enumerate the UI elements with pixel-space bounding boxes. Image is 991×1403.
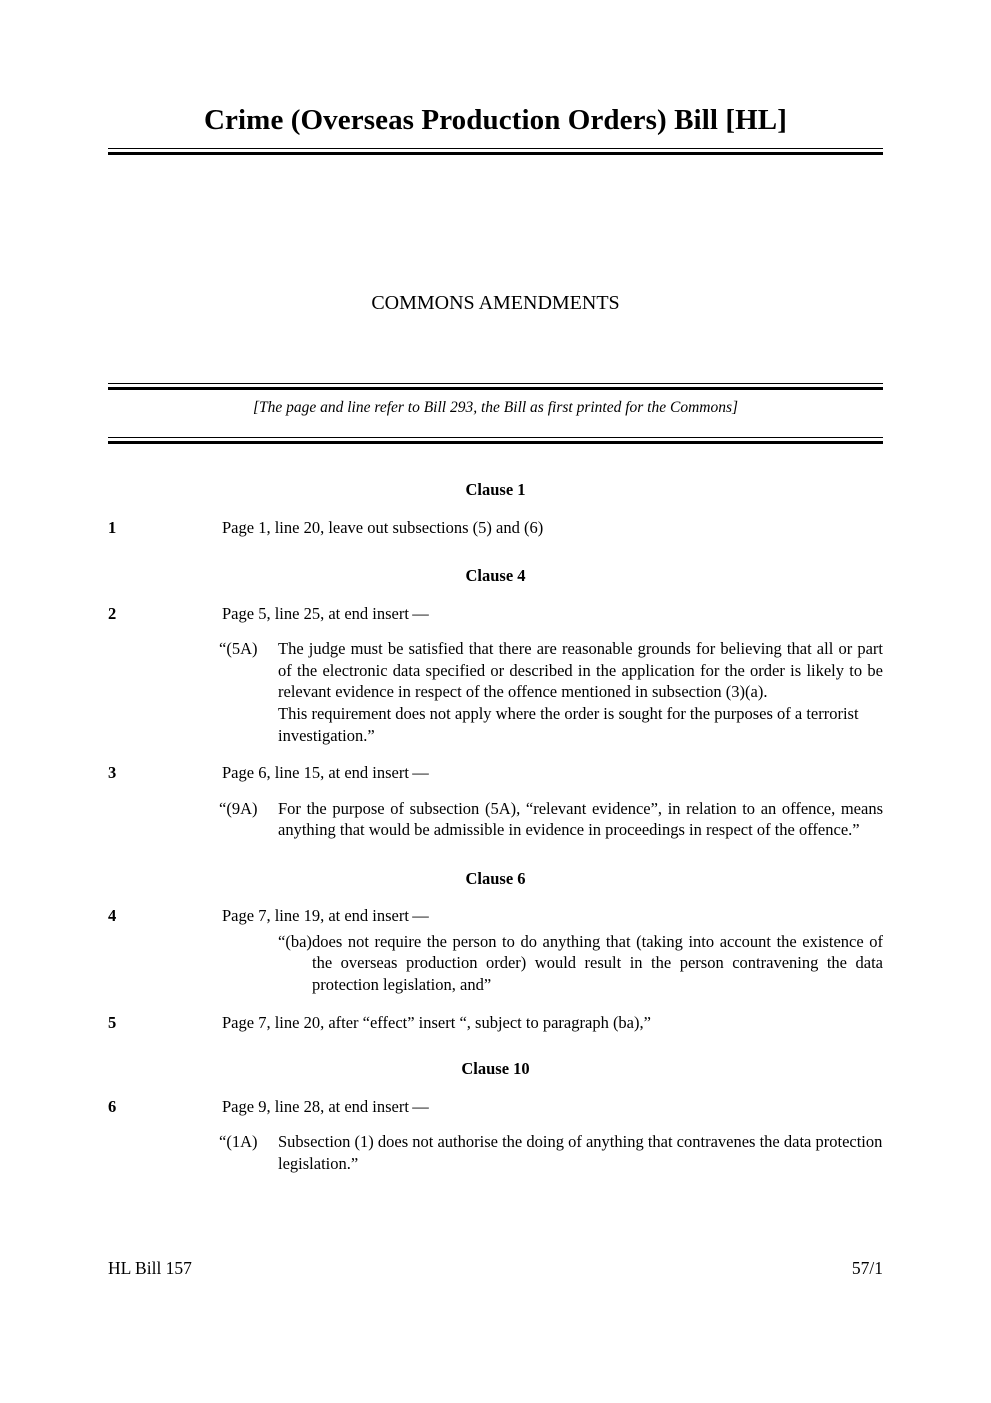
provision-paragraph: This requirement does not apply where the order is sought for the purposes of a terrorist investigation.” bbox=[278, 703, 859, 745]
note-text: [The page and line refer to Bill 293, the Bill as first printed for the Commons] bbox=[252, 399, 739, 417]
inserted-provision bbox=[219, 1131, 883, 1174]
spacer bbox=[108, 1033, 883, 1059]
clause-heading-1: Clause 1 bbox=[465, 479, 526, 499]
provision-paragraph: For the purpose of subsection (5A), “relevant evidence”, in relation to an offence, means anything that would be admissible in evidence in proceedings in respect of the offence.” bbox=[278, 798, 883, 840]
section-heading: COMMONS AMENDMENTS bbox=[371, 292, 620, 315]
amendment-item bbox=[108, 762, 883, 783]
amendment-number: 6 bbox=[108, 1096, 117, 1116]
amendment-number: 3 bbox=[108, 763, 117, 783]
amendment-lead-text: Page 1, line 20, leave out subsections (5) and (6) bbox=[222, 517, 544, 537]
clause-heading-4: Clause 4 bbox=[465, 566, 526, 585]
inserted-provision bbox=[278, 931, 883, 996]
amendment-lead-text: Page 7, line 20, after “effect” insert “, subject to paragraph (ba),” bbox=[222, 1012, 651, 1032]
provision-label: “(ba) bbox=[278, 931, 312, 951]
provision-label: “(5A) bbox=[219, 639, 258, 659]
amendment-number: 5 bbox=[108, 1012, 117, 1032]
amendment-item bbox=[108, 905, 883, 926]
inserted-provision bbox=[219, 798, 883, 841]
amendment-number: 2 bbox=[108, 603, 117, 623]
note-block bbox=[108, 383, 883, 444]
amendment-lead-text: Page 6, line 15, at end insert — bbox=[222, 763, 429, 783]
amendments-list bbox=[108, 480, 883, 1174]
spacer bbox=[108, 538, 883, 566]
amendment-number: 4 bbox=[108, 906, 117, 926]
clause-heading-10: Clause 10 bbox=[461, 1059, 530, 1079]
amendment-item bbox=[108, 603, 883, 624]
footer-page-reference: 57/1 bbox=[851, 1258, 883, 1278]
amendment-item bbox=[108, 517, 883, 538]
footer-bill-reference: HL Bill 157 bbox=[108, 1258, 192, 1278]
note-rule-top bbox=[108, 383, 883, 390]
amendment-lead-text: Page 7, line 19, at end insert — bbox=[222, 906, 429, 926]
amendment-lead-text: Page 5, line 25, at end insert — bbox=[222, 603, 429, 623]
amendment-lead-text: Page 9, line 28, at end insert — bbox=[222, 1096, 429, 1116]
page-title: Crime (Overseas Production Orders) Bill [HL] bbox=[204, 104, 787, 136]
page-footer bbox=[108, 1258, 883, 1279]
provision-paragraph: Subsection (1) does not authorise the doing of anything that contravenes the data protection legislation.” bbox=[278, 1132, 883, 1173]
amendment-number: 1 bbox=[108, 517, 117, 537]
note-rule-bottom-thick bbox=[108, 441, 883, 444]
provision-paragraph: The judge must be satisfied that there are reasonable grounds for believing that all or part of the electronic data specified or described in the application for the order is likely to be relevant evidence in respect of the offence mentioned in subsection (3)(a). bbox=[278, 639, 883, 702]
clause-heading-6: Clause 6 bbox=[465, 868, 526, 888]
provision-label: “(1A) bbox=[219, 1132, 258, 1152]
provision-paragraph: does not require the person to do anything that (taking into account the existence of the overseas production order) would result in the person contravening the data protection legislation, and” bbox=[312, 931, 883, 995]
title-rule bbox=[108, 148, 883, 155]
note-rule-bottom bbox=[108, 437, 883, 444]
amendment-item bbox=[108, 1096, 883, 1117]
spacer bbox=[108, 841, 883, 869]
provision-label: “(9A) bbox=[219, 798, 258, 818]
inserted-provision bbox=[219, 638, 883, 746]
document-content bbox=[108, 0, 883, 1174]
amendment-item bbox=[108, 1012, 883, 1033]
